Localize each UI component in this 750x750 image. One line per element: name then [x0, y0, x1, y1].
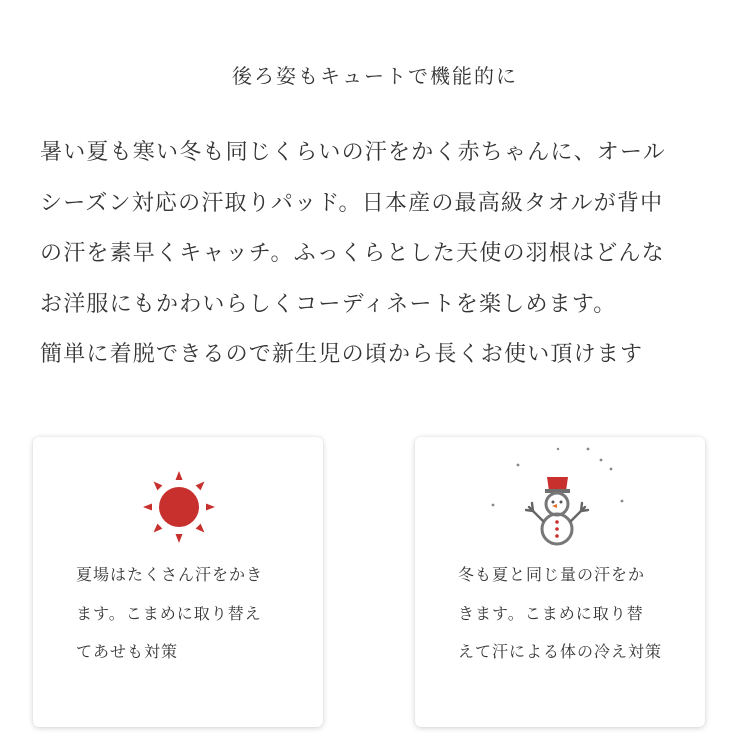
card-text-line: きます。こまめに取り替	[458, 603, 644, 623]
intro-line: の汗を素早くキャッチ。ふっくらとした天使の羽根はどんな	[40, 241, 665, 266]
card-text-line: えて汗による体の冷え対策	[458, 642, 663, 661]
card-text-line: ます。こまめに取り替え	[76, 603, 262, 623]
sun-icon	[141, 469, 217, 545]
snowman-icon	[485, 445, 625, 547]
intro-line: 簡単に着脱できるので新生児の頃から長くお使い頂けます	[40, 342, 644, 367]
summer-card	[33, 437, 323, 727]
section-heading: 後ろ姿もキュートで機能的に	[232, 64, 518, 88]
intro-line: お洋服にもかわいらしくコーディネートを楽しめます。	[40, 291, 617, 317]
intro-line: シーズン対応の汗取りパッド。日本産の最高級タオルが背中	[40, 190, 664, 216]
intro-line: 暑い夏も寒い冬も同じくらいの汗をかく赤ちゃんに、オール	[40, 140, 666, 165]
winter-card	[415, 437, 705, 727]
card-text-line: 冬も夏と同じ量の汗をか	[458, 565, 646, 584]
card-text-line: てあせも対策	[76, 642, 179, 661]
summer-card-text	[76, 556, 316, 672]
intro-paragraph	[40, 128, 730, 381]
winter-card-text	[458, 556, 688, 672]
card-text-line: 夏場はたくさん汗をかき	[76, 565, 264, 584]
